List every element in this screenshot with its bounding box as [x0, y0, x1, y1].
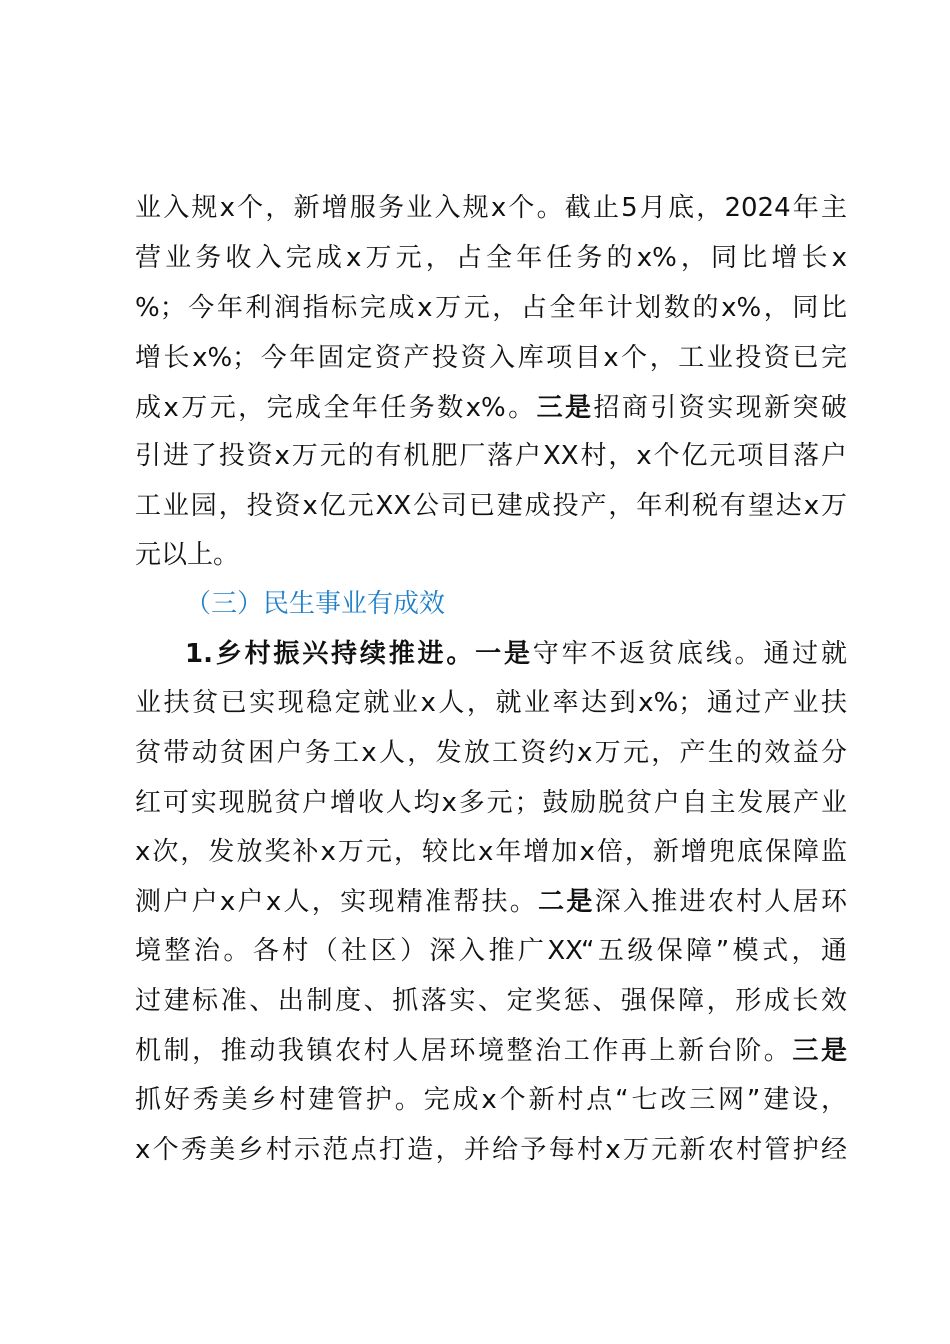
text-run: %；今年利润指标完成x万元，占全年计划数的x%，同比	[135, 293, 847, 323]
text-run: 工业园，投资x亿元XX公司已建成投产，年利税有望达x万	[135, 491, 847, 521]
text-line	[135, 827, 847, 877]
text-run: 贫带动贫困户务工x人，发放工资约x万元，产生的效益分	[135, 738, 847, 768]
text-run: 测户户x户x人，实现精准帮扶。	[135, 887, 539, 917]
text-run: 增长x%；今年固定资产投资入库项目x个，工业投资已完	[135, 343, 847, 373]
text-line	[135, 1026, 847, 1076]
text-line	[135, 778, 847, 828]
text-run: x个秀美乡村示范点打造，并给予每村x万元新农村管护经	[135, 1135, 847, 1165]
text-run: 业入规x个，新增服务业入规x个。截止5月底，2024年主	[135, 193, 847, 223]
text-line	[135, 926, 847, 976]
text-run: 过建标准、出制度、抓落实、定奖惩、强保障，形成长效	[135, 986, 847, 1016]
text-line	[135, 431, 847, 481]
text-line	[135, 678, 847, 728]
section-heading	[185, 579, 847, 629]
text-run: （三）民生事业有成效	[185, 589, 446, 619]
text-run: 成x万元，完成全年任务数x%。	[135, 393, 537, 423]
text-run: 引进了投资x万元的有机肥厂落户XX村，x个亿元项目落户	[135, 441, 847, 471]
text-run: 招商引资实现新突破	[593, 393, 847, 423]
text-line	[135, 481, 847, 531]
text-line	[135, 333, 847, 383]
text-run: 抓好秀美乡村建管护。完成x个新村点“七改三网”建设，	[135, 1085, 847, 1115]
text-line	[135, 183, 847, 233]
text-line	[135, 1125, 847, 1175]
text-run: 机制，推动我镇农村人居环境整治工作再上新台阶。	[135, 1036, 793, 1066]
text-line	[135, 976, 847, 1026]
text-run: 守牢不返贫底线。通过就	[532, 639, 847, 669]
text-run: 业扶贫已实现稳定就业x人，就业率达到x%；通过产业扶	[135, 688, 847, 718]
text-run: 深入推进农村人居环	[594, 887, 847, 917]
text-line	[135, 233, 847, 283]
text-run: 营业务收入完成x万元，占全年任务的x%，同比增长x	[135, 243, 847, 273]
text-line	[135, 1075, 847, 1125]
text-line	[135, 530, 847, 580]
text-run: x次，发放奖补x万元，较比x年增加x倍，新增兜底保障监	[135, 837, 847, 867]
bold-text-run: 二是	[538, 887, 595, 917]
text-run: 境整治。各村（社区）深入推广XX“五级保障”模式，通	[135, 936, 847, 966]
text-run: 红可实现脱贫户增收人均x多元；鼓励脱贫户自主发展产业	[135, 788, 847, 818]
text-line	[185, 629, 847, 679]
text-line	[135, 728, 847, 778]
text-line	[135, 877, 847, 927]
text-run: 元以上。	[135, 540, 240, 570]
bold-text-run: 一是	[475, 639, 533, 669]
text-line	[135, 383, 847, 433]
bold-text-run: 三是	[536, 393, 594, 423]
bold-text-run: 1.乡村振兴持续推进。	[185, 639, 476, 669]
bold-text-run: 三是	[792, 1036, 847, 1066]
text-line	[135, 283, 847, 333]
